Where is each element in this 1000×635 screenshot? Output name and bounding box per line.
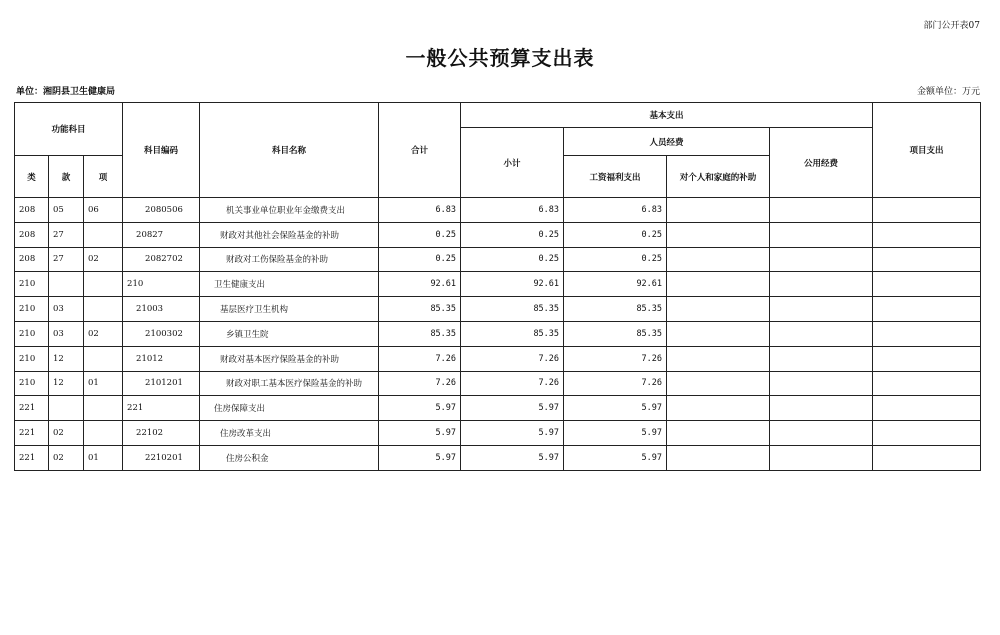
table-row [15,445,981,470]
cell-project [873,297,981,322]
cell-subject-code: 2101201 [123,371,200,396]
cell-subtotal: 7.26 [461,346,564,371]
cell-xiang [84,346,123,371]
cell-wages: 92.61 [564,272,667,297]
cell-subsidy [667,371,770,396]
cell-total: 7.26 [379,346,461,371]
cell-project [873,445,981,470]
cell-subsidy [667,445,770,470]
cell-kuan [49,272,84,297]
cell-subsidy [667,247,770,272]
cell-total: 85.35 [379,321,461,346]
cell-project [873,247,981,272]
cell-subtotal: 5.97 [461,396,564,421]
cell-subject-name: 住房改革支出 [200,421,379,446]
cell-xiang: 01 [84,371,123,396]
cell-project [873,272,981,297]
cell-lei: 208 [15,198,49,223]
cell-kuan: 03 [49,297,84,322]
cell-subtotal: 85.35 [461,297,564,322]
cell-public [770,247,873,272]
cell-total: 92.61 [379,272,461,297]
cell-project [873,222,981,247]
header-basic-expenditure: 基本支出 [461,103,873,128]
header-personnel: 人员经费 [564,128,770,156]
cell-subtotal: 5.97 [461,421,564,446]
cell-subject-code: 221 [123,396,200,421]
unit-label: 单位：湘阴县卫生健康局 [16,87,116,97]
table-row [15,346,981,371]
cell-wages: 6.83 [564,198,667,223]
header-project-expenditure: 项目支出 [873,103,981,198]
header-public: 公用经费 [770,128,873,198]
cell-subject-name: 财政对其他社会保险基金的补助 [200,222,379,247]
cell-lei: 221 [15,396,49,421]
budget-table [14,102,981,471]
cell-subject-code: 2080506 [123,198,200,223]
header-xiang: 项 [84,156,123,198]
cell-xiang [84,297,123,322]
cell-subtotal: 92.61 [461,272,564,297]
form-code: 部门公开表07 [923,21,980,31]
cell-xiang: 01 [84,445,123,470]
cell-subtotal: 7.26 [461,371,564,396]
cell-subject-code: 2082702 [123,247,200,272]
cell-subject-name: 财政对工伤保险基金的补助 [200,247,379,272]
cell-total: 85.35 [379,297,461,322]
cell-public [770,396,873,421]
cell-subject-code: 22102 [123,421,200,446]
cell-xiang: 06 [84,198,123,223]
cell-lei: 210 [15,371,49,396]
table-row [15,198,981,223]
cell-wages: 5.97 [564,445,667,470]
cell-project [873,396,981,421]
cell-subsidy [667,222,770,247]
cell-kuan: 03 [49,321,84,346]
cell-kuan: 27 [49,247,84,272]
cell-kuan: 27 [49,222,84,247]
cell-project [873,346,981,371]
header-subject-name: 科目名称 [200,103,379,198]
header-kuan: 款 [49,156,84,198]
currency-unit-label: 金额单位：万元 [916,87,980,97]
cell-xiang [84,421,123,446]
cell-wages: 7.26 [564,371,667,396]
header-subsidy: 对个人和家庭的补助 [667,156,770,198]
cell-kuan: 02 [49,445,84,470]
cell-subject-name: 财政对基本医疗保险基金的补助 [200,346,379,371]
cell-public [770,321,873,346]
cell-subject-code: 20827 [123,222,200,247]
cell-public [770,198,873,223]
cell-total: 5.97 [379,421,461,446]
cell-subject-code: 21003 [123,297,200,322]
cell-subsidy [667,321,770,346]
cell-subsidy [667,396,770,421]
cell-public [770,297,873,322]
cell-public [770,421,873,446]
cell-subject-name: 基层医疗卫生机构 [200,297,379,322]
cell-wages: 0.25 [564,222,667,247]
cell-subject-name: 财政对职工基本医疗保险基金的补助 [200,371,379,396]
cell-lei: 210 [15,346,49,371]
cell-subsidy [667,198,770,223]
cell-xiang [84,272,123,297]
cell-kuan: 12 [49,346,84,371]
cell-lei: 221 [15,445,49,470]
cell-subtotal: 5.97 [461,445,564,470]
cell-xiang: 02 [84,247,123,272]
cell-lei: 210 [15,321,49,346]
cell-xiang: 02 [84,321,123,346]
cell-subject-code: 2210201 [123,445,200,470]
cell-total: 6.83 [379,198,461,223]
cell-total: 0.25 [379,222,461,247]
cell-subject-code: 2100302 [123,321,200,346]
table-row [15,371,981,396]
cell-subject-name: 机关事业单位职业年金缴费支出 [200,198,379,223]
cell-total: 5.97 [379,445,461,470]
cell-public [770,445,873,470]
cell-wages: 0.25 [564,247,667,272]
cell-subsidy [667,297,770,322]
cell-total: 5.97 [379,396,461,421]
cell-kuan: 02 [49,421,84,446]
cell-project [873,198,981,223]
header-subject-code: 科目编码 [123,103,200,198]
cell-wages: 5.97 [564,396,667,421]
cell-kuan [49,396,84,421]
cell-subject-name: 乡镇卫生院 [200,321,379,346]
cell-subject-name: 卫生健康支出 [200,272,379,297]
cell-subsidy [667,421,770,446]
cell-total: 0.25 [379,247,461,272]
cell-total: 7.26 [379,371,461,396]
cell-lei: 210 [15,297,49,322]
cell-lei: 221 [15,421,49,446]
cell-subsidy [667,272,770,297]
cell-project [873,371,981,396]
cell-wages: 7.26 [564,346,667,371]
cell-lei: 208 [15,247,49,272]
page-title: 一般公共预算支出表 [405,46,595,70]
header-total: 合计 [379,103,461,198]
cell-public [770,222,873,247]
cell-subject-code: 210 [123,272,200,297]
header-func-subject: 功能科目 [15,103,123,156]
cell-subtotal: 85.35 [461,321,564,346]
cell-wages: 5.97 [564,421,667,446]
header-wages: 工资福利支出 [564,156,667,198]
cell-public [770,272,873,297]
cell-subsidy [667,346,770,371]
table-row [15,222,981,247]
cell-public [770,346,873,371]
cell-subtotal: 0.25 [461,222,564,247]
header-lei: 类 [15,156,49,198]
table-row [15,421,981,446]
cell-project [873,421,981,446]
cell-kuan: 05 [49,198,84,223]
table-row [15,272,981,297]
table-row [15,297,981,322]
cell-subtotal: 6.83 [461,198,564,223]
cell-xiang [84,396,123,421]
table-row [15,247,981,272]
cell-lei: 210 [15,272,49,297]
cell-subject-code: 21012 [123,346,200,371]
table-row [15,396,981,421]
cell-kuan: 12 [49,371,84,396]
cell-subject-name: 住房保障支出 [200,396,379,421]
cell-public [770,371,873,396]
table-row [15,321,981,346]
cell-lei: 208 [15,222,49,247]
cell-xiang [84,222,123,247]
header-subtotal: 小计 [461,128,564,198]
cell-subtotal: 0.25 [461,247,564,272]
cell-wages: 85.35 [564,297,667,322]
cell-project [873,321,981,346]
cell-subject-name: 住房公积金 [200,445,379,470]
cell-wages: 85.35 [564,321,667,346]
